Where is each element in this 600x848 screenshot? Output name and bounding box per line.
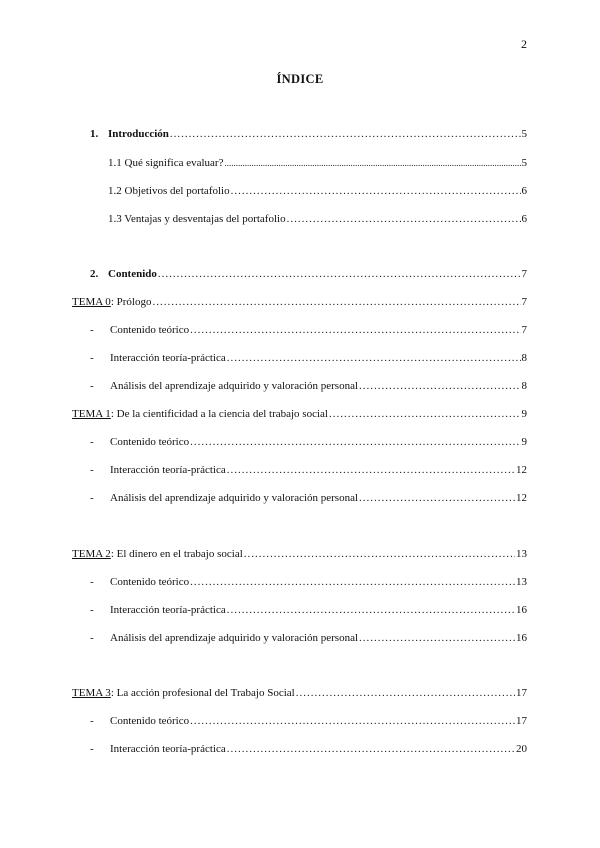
item-page: 8: [521, 380, 527, 392]
toc-item[interactable]: [90, 492, 527, 506]
bullet-dash: -: [90, 324, 94, 336]
dot-leader: [170, 128, 521, 140]
tema-tag: TEMA 2: [72, 548, 111, 560]
dot-leader: [329, 408, 521, 420]
toc-item[interactable]: [90, 436, 527, 450]
item-label: Interacción teoría-práctica: [110, 604, 226, 616]
toc-entry-contenido[interactable]: [90, 268, 527, 282]
tema-page: 7: [521, 296, 527, 308]
dot-leader: [359, 492, 515, 504]
section-label: Contenido: [108, 268, 157, 280]
dot-leader: [227, 464, 515, 476]
tema-title: : De la cientificidad a la ciencia del trabajo social: [110, 408, 328, 420]
tema-title: : Prólogo: [110, 296, 152, 308]
toc-entry-1-2[interactable]: [108, 185, 527, 199]
item-page: 8: [521, 352, 527, 364]
section-label: Introducción: [108, 128, 169, 140]
dot-leader: [190, 436, 520, 448]
subsection-page: 6: [521, 213, 527, 225]
bullet-dash: -: [90, 464, 94, 476]
item-label: Análisis del aprendizaje adquirido y valoración personal: [110, 632, 359, 644]
dot-leader: [359, 380, 520, 392]
bullet-dash: -: [90, 436, 94, 448]
subsection-label: 1.3 Ventajas y desventajas del portafolio: [108, 213, 286, 225]
subsection-page: 6: [521, 185, 527, 197]
toc-item[interactable]: [90, 352, 527, 366]
dot-leader: [287, 213, 521, 225]
toc-entry-1-3[interactable]: [108, 213, 527, 227]
item-page: 9: [521, 436, 527, 448]
toc-item[interactable]: [90, 632, 527, 646]
item-label: Contenido teórico: [110, 324, 190, 336]
dot-leader: [296, 687, 515, 699]
tema-title: : La acción profesional del Trabajo Social: [110, 687, 295, 699]
toc-item[interactable]: [90, 743, 527, 757]
item-label: Contenido teórico: [110, 576, 190, 588]
toc-item[interactable]: [90, 576, 527, 590]
item-label: Contenido teórico: [110, 436, 190, 448]
toc-item[interactable]: [90, 380, 527, 394]
toc-item[interactable]: [90, 324, 527, 338]
item-page: 7: [521, 324, 527, 336]
item-page: 12: [516, 492, 527, 504]
item-page: 13: [516, 576, 527, 588]
section-page: 7: [521, 268, 527, 280]
bullet-dash: -: [90, 492, 94, 504]
bullet-dash: -: [90, 743, 94, 755]
dot-leader: [231, 185, 521, 197]
section-number: 1.: [90, 128, 99, 140]
item-page: 16: [516, 632, 527, 644]
item-page: 16: [516, 604, 527, 616]
item-label: Interacción teoría-práctica: [110, 743, 226, 755]
toc-item[interactable]: [90, 464, 527, 478]
dot-leader: [224, 157, 520, 169]
bullet-dash: -: [90, 576, 94, 588]
item-label: Contenido teórico: [110, 715, 190, 727]
item-label: Interacción teoría-práctica: [110, 464, 226, 476]
tema-tag: TEMA 1: [72, 408, 111, 420]
bullet-dash: -: [90, 380, 94, 392]
item-label: Análisis del aprendizaje adquirido y valoración personal: [110, 380, 359, 392]
dot-leader: [359, 632, 515, 644]
item-page: 20: [516, 743, 527, 755]
page-number: 2: [521, 37, 527, 51]
tema-tag: TEMA 0: [72, 296, 111, 308]
dot-leader: [227, 604, 515, 616]
toc-entry-tema-3[interactable]: [72, 687, 527, 701]
item-label: Análisis del aprendizaje adquirido y valoración personal: [110, 492, 359, 504]
bullet-dash: -: [90, 632, 94, 644]
toc-entry-introduccion[interactable]: [90, 128, 527, 142]
toc-entry-1-1[interactable]: [108, 157, 527, 171]
tema-page: 9: [521, 408, 527, 420]
toc-item[interactable]: [90, 604, 527, 618]
toc-entry-tema-2[interactable]: [72, 548, 527, 562]
dot-leader: [244, 548, 515, 560]
subsection-label: 1.2 Objetivos del portafolio: [108, 185, 230, 197]
tema-page: 13: [516, 548, 527, 560]
item-page: 12: [516, 464, 527, 476]
subsection-label: 1.1 Qué significa evaluar?: [108, 157, 224, 169]
section-number: 2.: [90, 268, 99, 280]
tema-page: 17: [516, 687, 527, 699]
toc-entry-tema-1[interactable]: [72, 408, 527, 422]
toc-item[interactable]: [90, 715, 527, 729]
dot-leader: [190, 715, 515, 727]
dot-leader: [158, 268, 521, 280]
dot-leader: [227, 743, 515, 755]
dot-leader: [152, 296, 520, 308]
bullet-dash: -: [90, 604, 94, 616]
item-page: 17: [516, 715, 527, 727]
dot-leader: [190, 576, 515, 588]
section-page: 5: [521, 128, 527, 140]
tema-title: : El dinero en el trabajo social: [110, 548, 243, 560]
dot-leader: [190, 324, 520, 336]
bullet-dash: -: [90, 352, 94, 364]
dot-leader: [227, 352, 521, 364]
item-label: Interacción teoría-práctica: [110, 352, 226, 364]
subsection-page: 5: [521, 157, 527, 169]
bullet-dash: -: [90, 715, 94, 727]
page-title: ÍNDICE: [276, 72, 324, 86]
tema-tag: TEMA 3: [72, 687, 111, 699]
toc-entry-tema-0[interactable]: [72, 296, 527, 310]
